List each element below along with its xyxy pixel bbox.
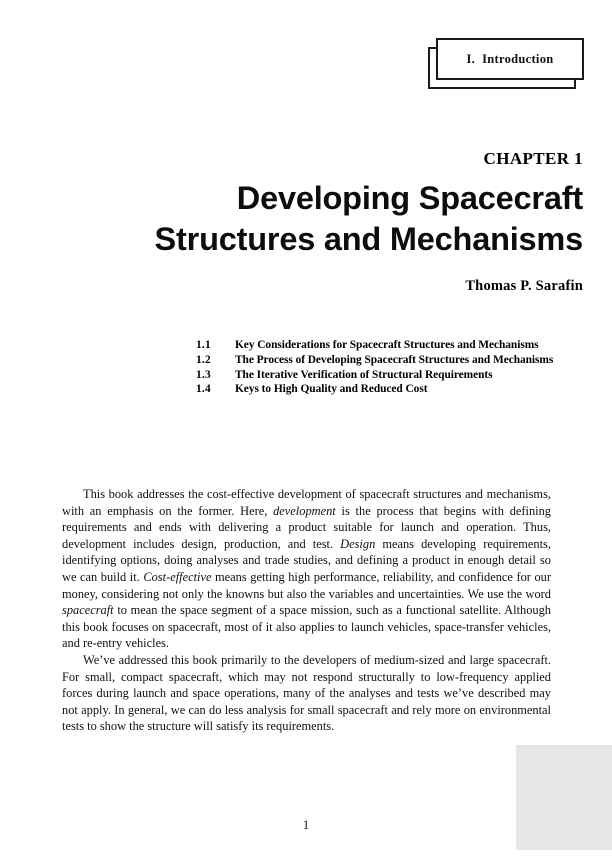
chapter-title-line-1: Developing Spacecraft	[236, 179, 583, 216]
body-paragraph-1	[62, 486, 551, 652]
body-paragraph-2: We’ve addressed this book primarily to the developers of medium-sized and large spacecraft. For small, compact spacecraft, which may not respond structurally to low-frequency applied forces during launch and space operations, many of the analyses and tests we’ve described may not apply. In general, we can do less analysis for small spacecraft and rely more on environmental tests to show the structure will satisfy its requirements.	[62, 652, 551, 734]
running-header	[0, 0, 612, 120]
chapter-author: Thomas P. Sarafin	[465, 278, 583, 295]
contents-item-label: The Process of Developing Spacecraft Structures and Mechanisms	[235, 353, 554, 366]
running-header-box	[436, 38, 584, 80]
contents-item-label: Key Considerations for Spacecraft Structures and Mechanisms	[235, 339, 539, 351]
contents-item-number: 1.2	[196, 353, 211, 366]
chapter-contents-list	[196, 338, 586, 397]
p1-emphasis-cost-effective: Cost-effective	[143, 569, 212, 584]
contents-item-number: 1.4	[196, 383, 211, 396]
p1-seg-4: means getting high performance, reliability, and confidence for our money, considering not only the knowns but also the variables and uncertainties. We use the word	[62, 569, 551, 601]
chapter-title-line-2: Structures and Mechanisms	[154, 220, 583, 257]
p1-emphasis-development: development	[273, 503, 336, 518]
running-header-text	[466, 52, 553, 67]
page-number: 1	[302, 818, 310, 832]
scan-artifact-block	[516, 745, 612, 850]
p1-seg-2: is the process that begins with defining requirements and ends with delivering a product suitable for launch and operation. Thus, development includes design, production, and test.	[62, 503, 551, 551]
chapter-heading-block	[62, 150, 583, 295]
contents-item	[196, 353, 586, 368]
contents-item-number: 1.3	[196, 368, 211, 381]
p1-emphasis-spacecraft: spacecraft	[62, 603, 114, 618]
contents-item	[196, 382, 586, 397]
contents-item-label: Keys to High Quality and Reduced Cost	[235, 383, 428, 396]
chapter-label: CHAPTER 1	[483, 149, 583, 168]
body-text	[62, 486, 551, 735]
part-number: I.	[466, 51, 476, 66]
contents-item	[196, 368, 586, 383]
p1-seg-3: means developing requirements, identifying options, doing analyses and trade studies, and defining a product in enough detail so we can build it.	[62, 536, 551, 584]
contents-item-number: 1.1	[196, 339, 211, 351]
part-title: Introduction	[482, 51, 554, 66]
p1-emphasis-design: Design	[340, 536, 376, 551]
p1-seg-1: This book addresses the cost-effective development of spacecraft structures and mechanisms, with an emphasis on the former. Here,	[62, 487, 551, 518]
p1-seg-5: to mean the space segment of a space mission, such as a functional satellite. Although this book focuses on spacecraft, most of it also applies to launch vehicles, space-transfer vehicles, and re-entry vehicles.	[62, 603, 551, 651]
chapter-title	[62, 178, 583, 261]
contents-item	[196, 338, 586, 353]
contents-item-label: The Iterative Verification of Structural Requirements	[235, 368, 493, 381]
